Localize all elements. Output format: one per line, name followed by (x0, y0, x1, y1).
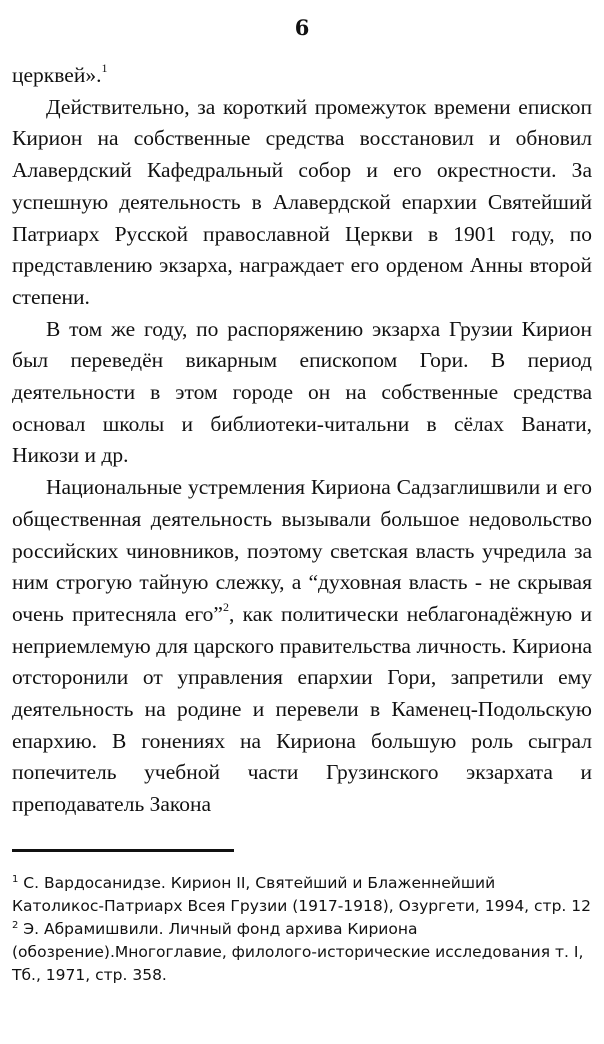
page-number: 6 (294, 15, 310, 40)
footnote-1 (12, 872, 592, 918)
footnote-separator (12, 849, 234, 852)
footnote-1-mark: 1 (12, 873, 19, 885)
footnote-ref-1: 1 (101, 61, 108, 75)
main-text (12, 60, 592, 821)
footnote-2 (12, 918, 592, 987)
paragraph-3: В том же году, по распоряжению экзарха Грузии Кирион был переведён викарным епископом Гори. В период деятельности в этом городе он на собственные средства основал школы и библиотеки-читальни в сёлах Ванати, Никози и др. (12, 316, 592, 468)
footnote-2-text: Э. Абрамишвили. Личный фонд архива Кириона (обозрение).Многоглавие, филолого-исторические исследования т. I, Тб., 1971, стр. 358. (12, 919, 584, 984)
paragraph-4 (12, 472, 592, 821)
book-page (12, 0, 592, 1044)
footnotes (12, 872, 592, 987)
footnote-1-text: С. Вардосанидзе. Кирион II, Святейший и Блаженнейший Католикос-Патриарх Всея Грузии (1917-1918), Озургети, 1994, стр. 12 (12, 873, 592, 915)
paragraph-1-text: церквей». (12, 63, 102, 87)
paragraph-4-text-before: Национальные устремления Кириона Садзаглишвили и его общественная деятельность вызывали большое недовольство российских чиновников, поэтому светская власть учредила за ним строгую тайную слежку, а “духовная власть - не скрывая очень притесняла его” (12, 475, 592, 626)
footnote-2-mark: 2 (12, 919, 19, 931)
footnote-ref-2: 2 (222, 599, 229, 614)
paragraph-2: Действительно, за короткий промежуток времени епископ Кирион на собственные средства восстановил и обновил Алавердский Кафедральный собор и его окрестности. За успешную деятельность в Алавердской епархии Святейший Патриарх Русской православной Церкви в 1901 году, по представлению экзарха, награждает его орденом Анны второй степени. (12, 94, 592, 309)
paragraph-4-text-after: , как политически неблагонадёжную и неприемлемую для царского правительства личность. Кириона отсторонили от управления епархии Гори, запретили ему деятельность на родине и перевели в Каменец-Подольскую епархию. В гонениях на Кириона большую роль сыграл попечитель учебной части Грузинского экзархата и преподаватель Закона (12, 601, 592, 817)
paragraph-1 (12, 60, 592, 92)
